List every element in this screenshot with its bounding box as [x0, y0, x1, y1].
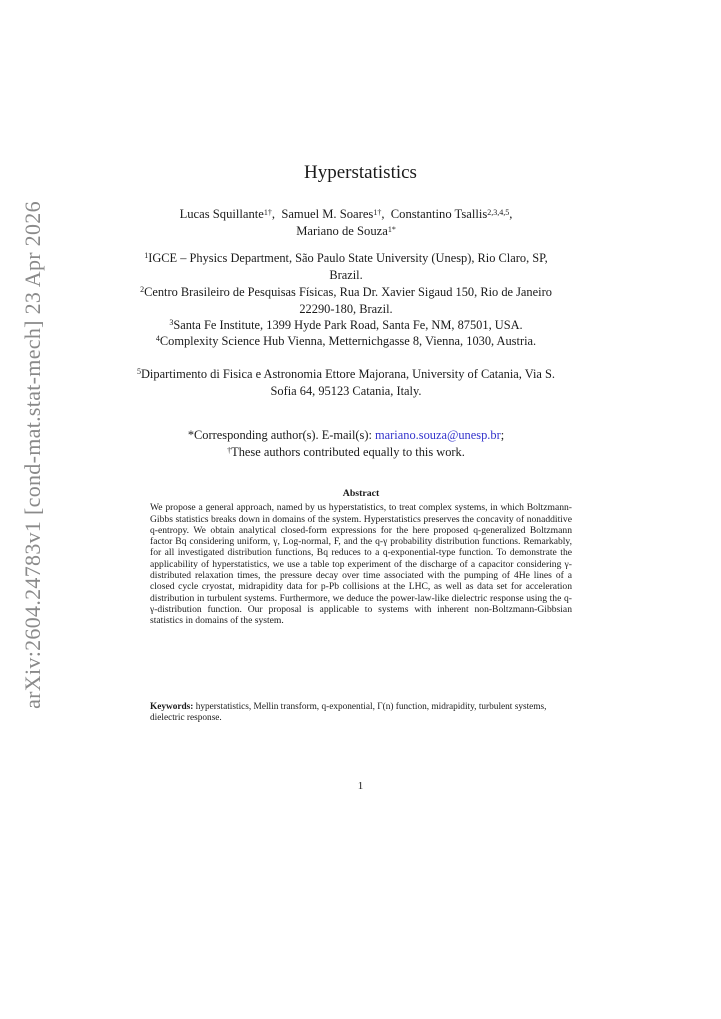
paper-title: Hyperstatistics: [304, 162, 417, 183]
author-list: Lucas Squillante$^{1\dagger}$, Samuel M. Soares$^{1\dagger}$, Constantino Tsallis$^{2,3,4,5}$, Mariano de Souza$^{1*}$: [179, 207, 513, 238]
author-name: Samuel M. Soares: [281, 207, 374, 221]
keywords-label: Keywords:: [150, 702, 194, 712]
email-link[interactable]: mariano.souza@unesp.br: [375, 428, 501, 442]
author-name: Constantino Tsallis: [390, 207, 488, 221]
author-sup: 2,3,4,5: [487, 208, 510, 217]
page-number: 1: [357, 780, 364, 792]
abstract-text: We propose a general approach, named by us hyperstatistics, to treat complex systems, in which Boltzmann-Gibbs statistics breaks down in domains of the system. Hyperstatistics preserves the concavity of nonadditive q-entropy. We obtain analytical closed-form expressions for the here proposed q-generalized Boltzmann factor Bq considering uniform, γ, Log-normal, F, and the q-γ probability distribution functions. Remarkably, for all investigated distribution functions, Bq reduces to a q-exponential-type function. To demonstrate the applicability of hyperstatistics, we use a table top experiment of the discharge of a capacitor considering γ-distributed relaxation times, the pressure decay over time associated with the pumping of 4He lines of a closed cycle cryostat, midrapidity data for p-Pb collisions at the LHC, as well as data set for acceleration distribution in turbulent systems. Furthermore, we deduce the power-law-like dielectric response using the q-γ-distribution function. Our proposal is applicable to systems with inherent non-Boltzmann-Gibbsian statistics in domains of the system.: [150, 502, 572, 627]
affiliation-4: $^4$Complexity Science Hub Vienna, Metternichgasse 8, Vienna, 1030, Austria.: [155, 334, 537, 348]
affiliation-3: $^3$Santa Fe Institute, 1399 Hyde Park Road, Santa Fe, NM, 87501, USA.: [169, 318, 523, 332]
arxiv-sidebar: [13, 201, 53, 709]
arxiv-identifier: arXiv:2604.24783v1 [cond-mat.stat-mech] 23 Apr 2026: [20, 201, 45, 709]
author-sup: 1†: [263, 208, 272, 217]
author-name: Mariano de Souza: [296, 224, 388, 238]
author-sup: 1*: [387, 225, 396, 234]
affiliation-2: $^2$Centro Brasileiro de Pesquisas Físicas, Rua Dr. Xavier Sigaud 150, Rio de Janeiro 22290-180, Brazil.: [140, 285, 552, 316]
author-sup: 1†: [373, 208, 382, 217]
abstract-title: Abstract: [342, 488, 380, 499]
keywords-text: hyperstatistics, Mellin transform, q-exponential, Γ(n) function, midrapidity, turbulent systems, dielectric response.: [150, 702, 547, 724]
author-name: Lucas Squillante: [179, 207, 264, 221]
equal-contribution-note: These authors contributed equally to this work.: [231, 445, 465, 459]
affiliation-1: $^1$IGCE – Physics Department, São Paulo State University (Unesp), Rio Claro, SP, Brazil.: [144, 251, 548, 282]
corresponding-note: *Corresponding author(s). E-mail(s): mariano.souza@unesp.br; †These authors contributed equally to this work.: [187, 428, 505, 459]
keywords: [150, 702, 572, 725]
abstract: [150, 488, 572, 627]
affiliation-5: $^5$Dipartimento di Fisica e Astronomia Ettore Majorana, University of Catania, Via S. Sofia 64, 95123 Catania, Italy.: [136, 367, 556, 398]
